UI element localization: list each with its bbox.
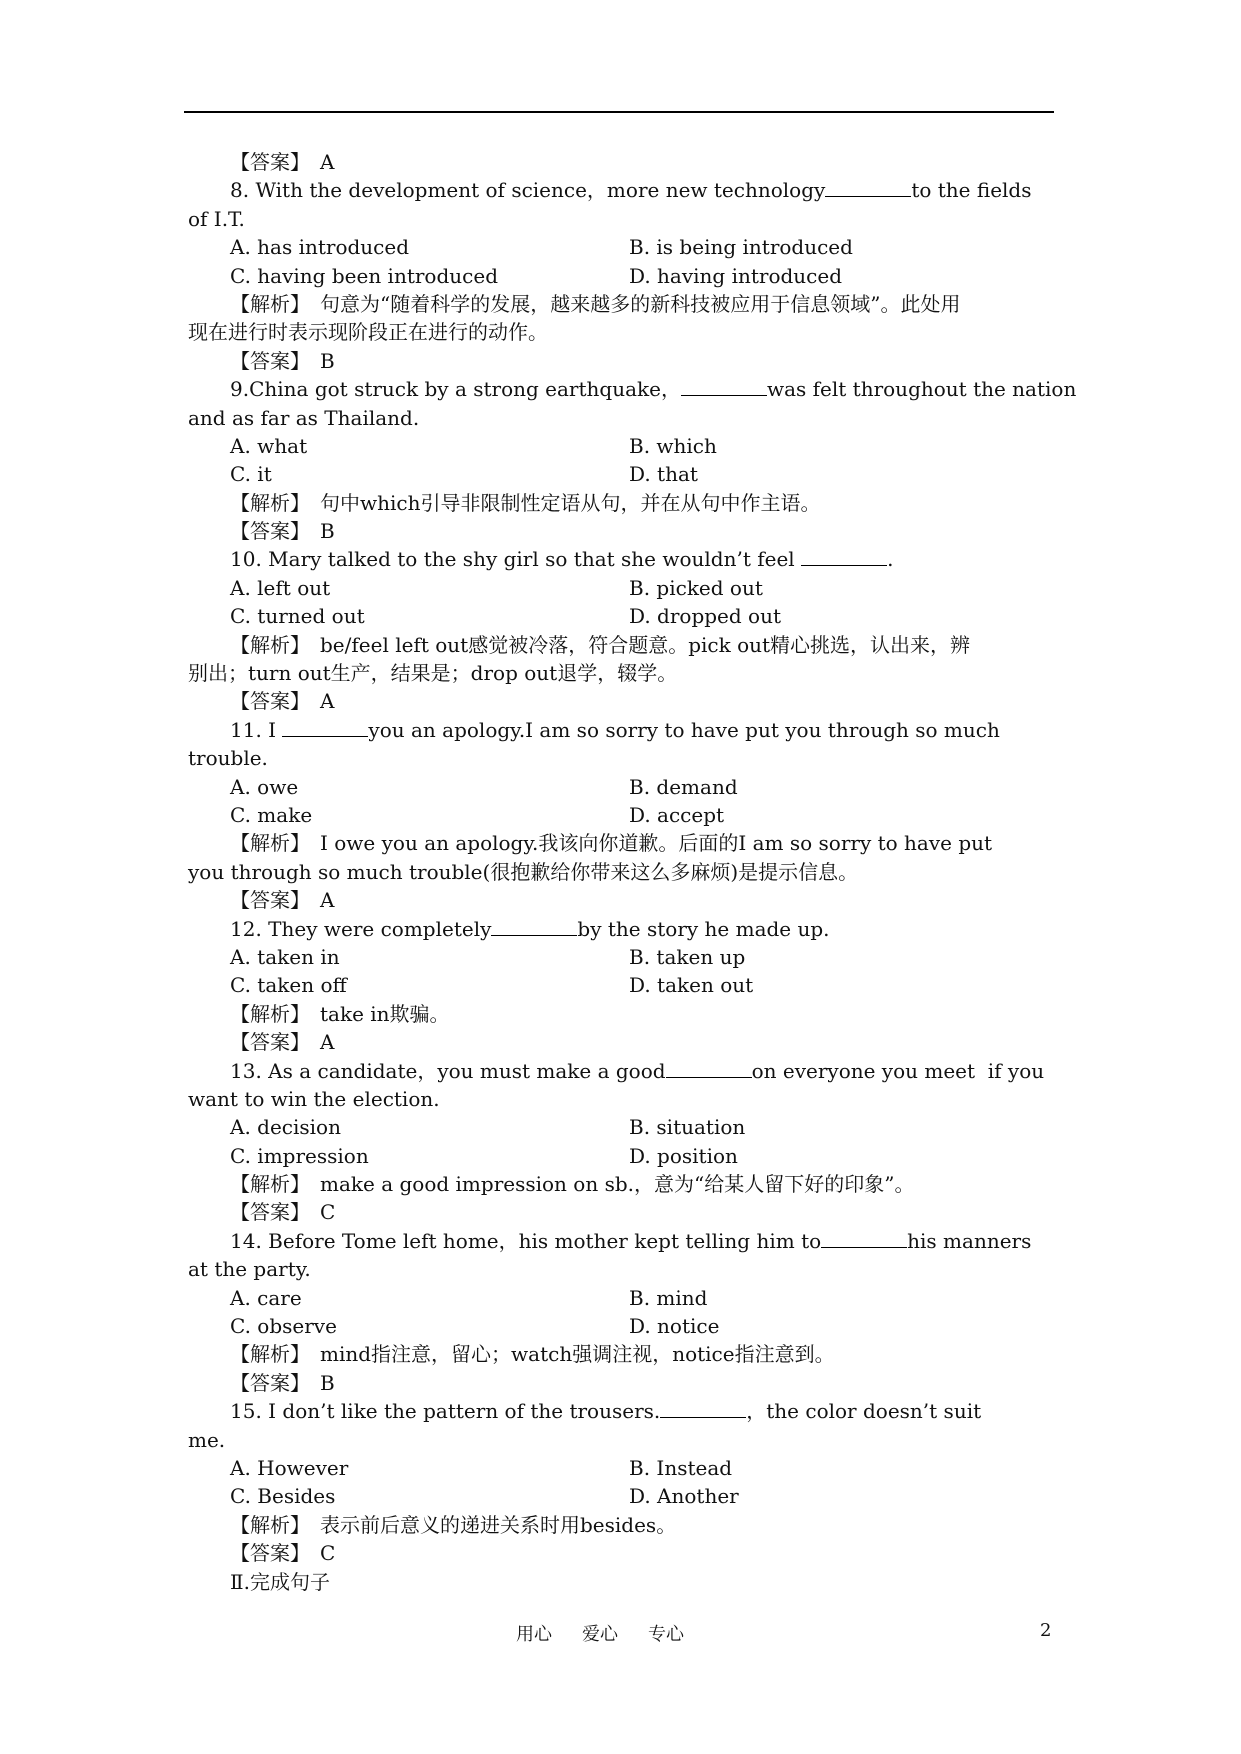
option-right: B. Instead bbox=[629, 1455, 733, 1480]
option-left: A. has introduced bbox=[230, 235, 410, 260]
text-line bbox=[188, 1397, 1108, 1425]
line-text: want to win the election. bbox=[188, 1086, 440, 1111]
text-line bbox=[188, 1369, 1108, 1397]
line-text: 11. I bbox=[230, 717, 283, 742]
line-text: 【解析】 表示前后意义的递进关系时用besides。 bbox=[230, 1512, 677, 1537]
option-row bbox=[188, 574, 1108, 602]
option-right: D. accept bbox=[629, 802, 725, 827]
option-right: D. notice bbox=[629, 1314, 720, 1339]
text-line bbox=[188, 1000, 1108, 1028]
option-row bbox=[188, 801, 1108, 829]
footer-motto-1: 用心 bbox=[516, 1624, 552, 1645]
option-left: C. it bbox=[230, 462, 272, 487]
line-text: 【答案】 C bbox=[230, 1200, 336, 1225]
text-line bbox=[188, 1539, 1108, 1567]
line-text: 【解析】 make a good impression on sb.，意为“给某人留下好的印象”。 bbox=[230, 1172, 915, 1197]
option-left: C. turned out bbox=[230, 604, 365, 629]
option-row bbox=[188, 1113, 1108, 1141]
line-text: trouble. bbox=[188, 746, 268, 771]
text-line bbox=[188, 545, 1108, 573]
line-text: 【解析】 take in欺骗。 bbox=[230, 1001, 450, 1026]
line-text: 【答案】 A bbox=[230, 689, 335, 714]
answer-blank bbox=[801, 547, 887, 566]
line-text-after: ，the color doesn’t suit bbox=[746, 1399, 982, 1424]
answer-blank bbox=[821, 1229, 907, 1248]
page-number: 2 bbox=[1040, 1620, 1052, 1641]
line-text: 【答案】 B bbox=[230, 348, 335, 373]
option-right: D. taken out bbox=[629, 973, 754, 998]
line-text-after: his manners bbox=[907, 1228, 1032, 1253]
line-text: 【解析】 mind指注意，留心；watch强调注视，notice指注意到。 bbox=[230, 1342, 835, 1367]
line-text: 10. Mary talked to the shy girl so that she wouldn’t feel bbox=[230, 547, 802, 572]
text-line bbox=[188, 1198, 1108, 1226]
line-text: 【解析】 be/feel left out感觉被冷落，符合题意。pick out精心挑选，认出来，辨 bbox=[230, 632, 971, 657]
text-line bbox=[188, 517, 1108, 545]
answer-blank bbox=[666, 1059, 752, 1078]
line-text: and as far as Thailand. bbox=[188, 405, 420, 430]
answer-blank bbox=[825, 178, 911, 197]
line-text: 【答案】 A bbox=[230, 1030, 335, 1055]
text-line bbox=[188, 205, 1108, 233]
option-left: C. observe bbox=[230, 1314, 337, 1339]
text-line bbox=[188, 744, 1108, 772]
line-text: me. bbox=[188, 1427, 226, 1452]
line-text: 15. I don’t like the pattern of the trousers. bbox=[230, 1399, 661, 1424]
text-line bbox=[188, 829, 1108, 857]
text-line bbox=[188, 1568, 1108, 1596]
text-line bbox=[188, 886, 1108, 914]
option-left: C. taken off bbox=[230, 973, 347, 998]
text-line bbox=[188, 1255, 1108, 1283]
line-text: 【解析】 句中which引导非限制性定语从句，并在从句中作主语。 bbox=[230, 490, 821, 515]
option-row bbox=[188, 1482, 1108, 1510]
option-right: B. mind bbox=[629, 1285, 708, 1310]
line-text-after: to the fields bbox=[911, 178, 1032, 203]
line-text-after: you an apology.I am so sorry to have put you through so much bbox=[368, 717, 1000, 742]
text-line bbox=[188, 318, 1108, 346]
text-line bbox=[188, 290, 1108, 318]
line-text: 13. As a candidate，you must make a good bbox=[230, 1058, 666, 1083]
answer-blank bbox=[660, 1399, 746, 1418]
option-row bbox=[188, 602, 1108, 630]
option-left: A. what bbox=[230, 433, 308, 458]
line-text: 9.China got struck by a strong earthquake， bbox=[230, 377, 681, 402]
line-text: at the party. bbox=[188, 1257, 311, 1282]
text-line bbox=[188, 631, 1108, 659]
option-right: D. Another bbox=[629, 1484, 739, 1509]
line-text: 【解析】 句意为“随着科学的发展，越来越多的新科技被应用于信息领域”。此处用 bbox=[230, 291, 961, 316]
text-line bbox=[188, 858, 1108, 886]
option-row bbox=[188, 233, 1108, 261]
line-text-after: . bbox=[887, 547, 894, 572]
text-line bbox=[188, 1170, 1108, 1198]
option-row bbox=[188, 432, 1108, 460]
option-row bbox=[188, 1454, 1108, 1482]
option-row bbox=[188, 1312, 1108, 1340]
line-text: 【答案】 A bbox=[230, 150, 335, 174]
answer-blank bbox=[491, 917, 577, 936]
text-line bbox=[188, 404, 1108, 432]
option-row bbox=[188, 262, 1108, 290]
text-line bbox=[188, 915, 1108, 943]
line-text: 现在进行时表示现阶段正在进行的动作。 bbox=[188, 320, 548, 345]
text-line bbox=[188, 347, 1108, 375]
text-line bbox=[188, 1028, 1108, 1056]
header-rule bbox=[184, 111, 1054, 113]
text-line bbox=[188, 1057, 1108, 1085]
answer-blank bbox=[681, 377, 767, 396]
option-row bbox=[188, 1284, 1108, 1312]
line-text: 【解析】 I owe you an apology.我该向你道歉。后面的I am so sorry to have put bbox=[230, 831, 993, 856]
option-right: D. position bbox=[629, 1143, 738, 1168]
option-left: A. taken in bbox=[230, 944, 340, 969]
text-line bbox=[188, 148, 1108, 176]
text-line bbox=[188, 659, 1108, 687]
line-text: you through so much trouble(很抱歉给你带来这么多麻烦)是提示信息。 bbox=[188, 859, 859, 884]
option-left: A. owe bbox=[230, 774, 299, 799]
option-left: C. impression bbox=[230, 1143, 369, 1168]
option-right: D. having introduced bbox=[629, 263, 843, 288]
text-line bbox=[188, 1426, 1108, 1454]
option-right: B. picked out bbox=[629, 575, 763, 600]
option-right: D. that bbox=[629, 462, 698, 487]
option-left: C. make bbox=[230, 802, 313, 827]
option-right: B. demand bbox=[629, 774, 738, 799]
text-line bbox=[188, 1511, 1108, 1539]
option-right: B. situation bbox=[629, 1115, 746, 1140]
footer-motto-3: 专心 bbox=[648, 1624, 684, 1645]
option-right: B. which bbox=[629, 433, 717, 458]
option-right: D. dropped out bbox=[629, 604, 782, 629]
line-text: 8. With the development of science，more new technology bbox=[230, 178, 826, 203]
option-row bbox=[188, 971, 1108, 999]
option-left: C. Besides bbox=[230, 1484, 336, 1509]
option-right: B. taken up bbox=[629, 944, 746, 969]
line-text: 【答案】 A bbox=[230, 888, 335, 913]
line-text-after: was felt throughout the nation bbox=[766, 377, 1077, 402]
line-text-after: on everyone you meet if you bbox=[751, 1058, 1045, 1083]
answer-blank bbox=[282, 718, 368, 737]
option-left: C. having been introduced bbox=[230, 263, 498, 288]
line-text: 【答案】 B bbox=[230, 1370, 335, 1395]
text-line bbox=[188, 1227, 1108, 1255]
line-text: of I.T. bbox=[188, 206, 245, 231]
option-left: A. However bbox=[230, 1455, 349, 1480]
footer-motto bbox=[516, 1620, 714, 1646]
line-text: 12. They were completely bbox=[230, 916, 492, 941]
text-line bbox=[188, 716, 1108, 744]
option-row bbox=[188, 773, 1108, 801]
line-text-after: by the story he made up. bbox=[577, 916, 830, 941]
option-left: A. care bbox=[230, 1285, 302, 1310]
line-text: 【答案】 C bbox=[230, 1541, 336, 1566]
line-text: Ⅱ.完成句子 bbox=[230, 1569, 330, 1594]
option-row bbox=[188, 1142, 1108, 1170]
text-line bbox=[188, 375, 1108, 403]
document-body bbox=[188, 148, 1108, 1596]
text-line bbox=[188, 1085, 1108, 1113]
line-text: 别出；turn out生产，结果是；drop out退学，辍学。 bbox=[188, 661, 678, 686]
text-line bbox=[188, 1340, 1108, 1368]
option-row bbox=[188, 460, 1108, 488]
option-right: B. is being introduced bbox=[629, 235, 853, 260]
text-line bbox=[188, 176, 1108, 204]
footer-motto-2: 爱心 bbox=[582, 1624, 618, 1645]
text-line bbox=[188, 687, 1108, 715]
option-left: A. decision bbox=[230, 1115, 341, 1140]
option-row bbox=[188, 943, 1108, 971]
text-line bbox=[188, 489, 1108, 517]
line-text: 14. Before Tome left home，his mother kept telling him to bbox=[230, 1228, 822, 1253]
option-left: A. left out bbox=[230, 575, 331, 600]
line-text: 【答案】 B bbox=[230, 519, 335, 544]
